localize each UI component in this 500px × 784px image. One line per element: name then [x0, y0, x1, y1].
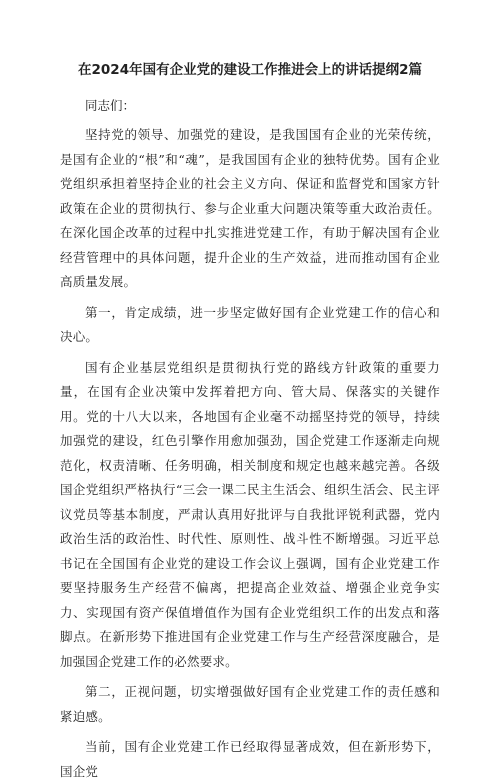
document-title: 在2024年国有企业党的建设工作推进会上的讲话提纲2篇 [78, 62, 422, 78]
paragraph-current: 当前，国有企业党建工作已经取得显著成效，但在新形势下，国企党 [60, 739, 440, 779]
paragraph-heading-first: 第一，肯定成绩，进一步坚定做好国有企业党建工作的信心和决心。 [60, 304, 440, 344]
paragraph-heading-second: 第二，正视问题，切实增强做好国有企业党建工作的责任感和紧迫感。 [60, 684, 440, 724]
salutation: 同志们： [85, 98, 136, 113]
paragraph-achievements: 国有企业基层党组织是贯彻执行党的路线方针政策的重要力量，在国有企业决策中发挥着把方向、管大局、保落实的关键作用。党的十八大以来，各地国有企业毫不动摇坚持党的领导，持续加强党的建设，红色引擎作用愈加强劲，国企党建工作逐渐走向规范化，权责清晰、任务明确，相关制度和规定也越来越完善。各级国企党组织严格执行“三会一课二民主生活会、组织生活会、民主评议党员等基本制度，严肃认真用好批评与自我批评锐利武器，党内政治生活的政治性、时代性、原则性、战斗性不断增强。习近平总书记在全国国有企业党的建设工作会议上强调，国有企业党建工作要坚持服务生产经营不偏离，把提高企业效益、增强企业竞争实力、实现国有资产保值增值作为国有企业党组织工作的出发点和落脚点。在新形势下推进国有企业党建工作与生产经营深度融合，是加强国企党建工作的必然要求。 [60, 359, 440, 669]
paragraph-intro: 坚持党的领导、加强党的建设，是我国国有企业的光荣传统，是国有企业的“根”和“魂”，是我国国有企业的独特优势。国有企业党组织承担着坚持企业的社会主义方向、保证和监督党和国家方针政策在企业的贯彻执行、参与企业重大问题决策等重大政治责任。在深化国企改革的过程中扎实推进党建工作，有助于解决国有企业经营管理中的具体问题，提升企业的生产效益，进而推动国有企业高质量发展。 [60, 127, 440, 289]
